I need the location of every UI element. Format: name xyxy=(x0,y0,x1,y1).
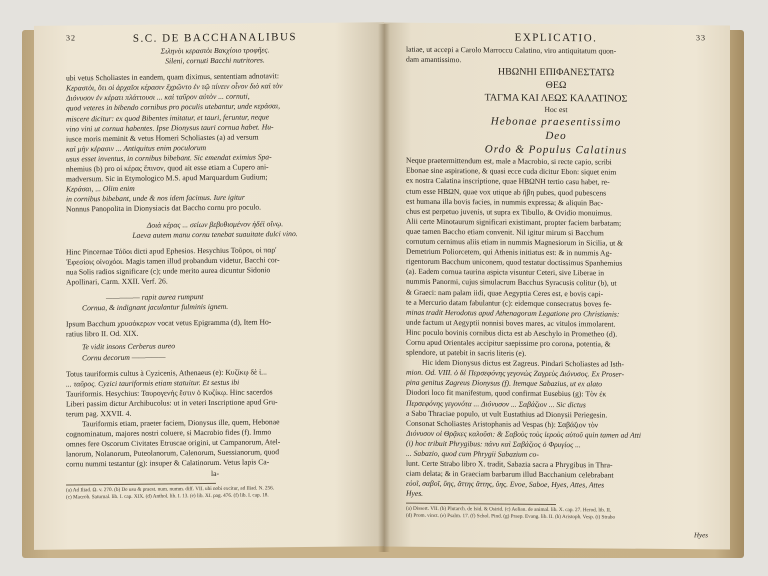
text-line: καὶ μὴν κέρασιν ... Antiquitus enim poculorum xyxy=(66,142,207,154)
text-line: est humana illa bovis facies, in nummis expressa; & aliquin Bac- xyxy=(406,196,604,208)
footnote-line: (d) Prom. vinct. (e) Psalm. 17. (f) Schol. Pind. (g) Praep. Evang. lib. II. (h) Aristoph. Vesp. (i) Strabo xyxy=(406,513,616,521)
text-line: Κεράσαι, ... Olim enim xyxy=(66,183,135,194)
left-running-title: S.C. DE BACCHANALIBUS xyxy=(132,31,298,45)
text-line: pina genitus Zagreus Dionysus (f). Itemque Sabazius, ut ex alato xyxy=(406,378,603,389)
text-line: Te vidit insons Cerberus aureo xyxy=(82,341,176,352)
footnote-line: (a) Ad Iliad. Ω. v. 270. (b) De usu & praest. num. numm. diff. VII. ubi nobi excitur, ad Iliad. N. 256. xyxy=(66,484,274,494)
right-page-number: 33 xyxy=(696,33,706,43)
text-line: a Sabo Thraciae populo, ut vult Eustathius ad Dionysii Periegesin. xyxy=(406,408,608,420)
text-line: latiae, ut accepi a Carolo Marroccu Calatino, viro antiquitatum quon- xyxy=(406,44,617,56)
text-line: Hebonae praesentissimo xyxy=(490,115,622,129)
text-line: Tauriformis etiam, praeter faciem, Dionysus ille, quem, Hebonae xyxy=(82,417,280,429)
text-line: usus esset inventus, in cornibus bibebant. Sic emendat eximius Spa- xyxy=(66,152,272,164)
text-line: Ordo & Populus Calatinus xyxy=(484,143,628,157)
text-line: & Graeci: nam palam iidi, quae Aegyptia Ceres est, e bovis capi- xyxy=(406,287,604,298)
text-line: lunt. Certe Strabo libro X. tradit, Sabazia sacra a Phrygibus in Thra- xyxy=(406,458,613,470)
right-footnote-rule xyxy=(406,503,556,505)
text-line: dam amantissimo. xyxy=(406,54,462,65)
text-line: in cornibus bibebant, unde & nos idem facimus. Iure igitur xyxy=(66,192,245,204)
text-line: Περσεφόνης γεγονότα ... Διόνυσον ... Σαβάζιον ... Sic dictus xyxy=(406,398,586,409)
text-line: quod veteres in bibendo cornibus pro poculis utebantur, unde κεράσαι, xyxy=(66,101,280,113)
left-page xyxy=(34,22,384,550)
text-line: Nonnus Panopolita in Dionysiacis dat Baccho cornu pro poculo. xyxy=(66,202,262,214)
text-line: cognominatum, majores nostri coluere, si Macrobio fides (f). Immo xyxy=(66,427,272,439)
text-line: rigentorum Bacchum uniconem, quod testatur doctissimus Spanhemius xyxy=(406,256,623,268)
text-line: cornutum cernimus aliis etiam in nummis Magnesiorum in Sicilia, ut & xyxy=(406,236,624,248)
text-line: omnes fere Oscorum Civitates Etruscae origini, ut Campanorum, Atel- xyxy=(66,437,281,449)
text-line: Tauriformis. Hesychius: Ταυρογενής ἔστιν ὁ Κυζίκῳ. Hinc sacerdos xyxy=(66,387,273,399)
text-line: ΘΕΩ xyxy=(545,80,567,92)
text-line: Hyes. xyxy=(406,489,424,499)
text-line: Sileni, cornuti Bacchi nutritores. xyxy=(165,55,265,66)
text-line: Neque praetermittendum est, male a Macrobio, si recte capio, scribi xyxy=(406,155,612,167)
text-line: ex nostra Calatina inscriptione, quae ΗΒΩΝΗ tertio casu habet, re- xyxy=(406,176,610,187)
left-footnotes xyxy=(66,484,364,501)
text-line: Diodori loco fit manifestum, quod confirmat Eusebius (g): Τὸν ἐκ xyxy=(406,388,607,399)
text-line: Demetrium Poliorcetem, qui Athenis initiatus est: & in nummis Ag- xyxy=(406,246,612,258)
text-line: splendore, ut patebit in sacris literis (e). xyxy=(406,347,527,358)
text-line: ubi vetus Scholiastes in eandem, quam diximus, sententiam adnotavit: xyxy=(66,71,280,83)
book-gutter xyxy=(378,24,390,552)
left-footnote-rule xyxy=(66,483,216,486)
text-line: minas tradit Herodotus apud Athenagoram Legatione pro Christianis: xyxy=(406,307,620,319)
right-running-title: EXPLICATIO. xyxy=(514,31,598,45)
text-line: (a). Eadem cornua taurina aspicta visuntur Ceteri, sive Liberae in xyxy=(406,266,604,278)
text-line: nhemius (b) pro οἱ κέρας ἔπινον, quod ait esse etiam a Cupero ani- xyxy=(66,162,269,174)
catchword: Hyes xyxy=(694,531,708,540)
text-line: ... Sabazio, quod cum Phrygii Sabazium co- xyxy=(406,448,539,459)
text-line: quae tamen Baccho etiam convenit. Nil igitur mirum si Bacchum xyxy=(406,226,604,238)
text-line: nummis Panormi, cujus simulacrum Bacchus Syracusis colitur (b), ut xyxy=(406,277,617,288)
text-line: terum pag. XXVII. 4. xyxy=(66,408,132,419)
text-line: ... ταῦρος. Cyzici tauriformis etiam statuitur. Et sestus ibi xyxy=(66,377,240,389)
text-line: εὐοῖ, σαβοῖ, ὕης, ἄττης ἄττης, ὕης. Evoe, Saboe, Hyes, Attes, Attes xyxy=(406,478,605,490)
footnote-line: (a) Dissert. VII. (b) Plutarch. de Isid. & Osirid. (c) Aelian. de animal. lib. X. cap. 27. Herod. lib. II. xyxy=(406,506,612,514)
text-line: nua Solis radios significare (c); unde merito aurea dicuntur Sidonio xyxy=(66,265,271,277)
text-line: madversum. Sic in Etymologico M.S. apud Marquardum Gudium; xyxy=(66,172,268,184)
text-line: Alii certe Minotaurum significari existimant, propter faciem barbatam; xyxy=(406,216,622,228)
text-line: Cornua, & indignant jaculantur fulminis ignem. xyxy=(82,301,229,313)
text-line: Cornu apud Orientales accipitur saepissime pro corona, potentia, & xyxy=(406,337,611,349)
text-line: la- xyxy=(210,468,219,478)
text-line: Σιληνὸι κεραστὸι Βακχίοιο τροφῆες. xyxy=(160,45,270,56)
text-line: ratius libro II. Od. XIX. xyxy=(66,329,139,339)
right-running-head xyxy=(406,31,706,48)
text-line: Hinc poculo bovinis cornibus dicta est ab Aeschylo in Prometheo (d). xyxy=(406,327,618,339)
text-line: Hic idem Dionysus dictus est Zagreus. Pindari Scholiastes ad Isth- xyxy=(422,357,625,369)
text-line: Ἐφεσίοις οἰνοχόοι. Magis tamen illud probandum videtur, Bacchi cor- xyxy=(66,255,280,267)
text-line: Cornu decorum ————— xyxy=(82,351,166,362)
text-line: ciam delata; & in Graeciam barbarum illud Bacchanium celebrabant xyxy=(406,468,614,480)
footnote-line: (c) Macrob. Saturnal. lib. I. cap. XIX. (d) Anthol. lib. I. 13. (e) lib. XI. pag. 476. (f) lib. I. cap. 18. xyxy=(66,492,269,501)
text-line: Consonat Scholiastes Aristophanis ad Vespas (h): Σαβάζιον τὸν xyxy=(406,418,599,430)
text-line: Διόνυσον οἱ Θρᾷκες καλοῦσι: & Σαβοὺς τοὺς ἱεροὺς αὐτοῦ quin tamen ad Atti xyxy=(406,428,641,440)
text-line: Διόνυσον ἐν κέρατι πλάττουσι ... καὶ ταῦρον αὐτὸν ... cornuti, xyxy=(66,91,250,103)
text-line: Hinc Pincernae Τόῦοι dicti apud Ephesios. Hesychius Τοῦροι, οἱ παρ' xyxy=(66,244,277,257)
text-line: vino vini ut cornua habentes. Ipse Dionysus tauri cornua habet. Hu- xyxy=(66,121,274,134)
text-line: ————— rapit aurea rumpunt xyxy=(106,292,204,303)
text-line: miscere dicitur: ex quod Bibentes imitatur, et tauri, feruntur, neque xyxy=(66,111,270,124)
text-line: Hoc est xyxy=(544,105,568,115)
text-line: cornu nummi testantur (g): insuper & Calatinorum. Vetus lapis Ca- xyxy=(66,457,270,469)
text-line: (i) hoc tribuit Phrygibus: πάνυ καὶ Σαβάζιος ὁ Φρυγίος ... xyxy=(406,438,581,450)
right-page-body xyxy=(406,45,706,502)
text-line: Laeva autem manu cornu tenebat suauitate dulci vino. xyxy=(132,228,298,240)
right-page xyxy=(384,22,730,549)
text-line: Κεραστὸι, ὅτι οἱ ἀρχαῖοι κέρασιν ἔχρῶντο ἐν τῷ πίνειν οἶνον διὸ καὶ τὸν xyxy=(66,81,283,93)
text-line: Liberi passim dictur Archibucolus: ut in veteri Inscriptione apud Gru- xyxy=(66,397,278,409)
text-line: Apollinari, Carm. XXII. Verf. 26. xyxy=(66,276,168,287)
text-line: iusce moris meminit & vetus Homeri Scholiastes (a) ad versum xyxy=(66,132,259,144)
left-page-number: 32 xyxy=(66,33,76,43)
text-line: ΤΑΓΜΑ ΚΑΙ ΛΕΩΣ ΚΑΛΑΤΙΝΟΣ xyxy=(484,92,628,105)
text-line: Ipsum Bacchum χρυσόκερων vocat vetus Epigramma (d), Item Ho- xyxy=(66,317,272,329)
text-line: te a Mercurio datam fabulantur (c): eidemque consecratus boves fe- xyxy=(406,297,612,309)
left-page-body xyxy=(66,44,364,480)
right-footnotes xyxy=(406,506,706,523)
text-line: chus est perpetuo juvenis, ut supra ex Tibullo, & Ovidio monuimus. xyxy=(406,206,613,218)
text-line: Totus tauriformis cultus à Cyzicenis, Athenaeus (e): Κυζίκῳ δὲ ἱ... xyxy=(66,367,267,379)
text-line: Δοιὰ κέρας ... σείων βεβυθισμένον ἡδέϊ οἴνῳ. xyxy=(146,218,284,230)
text-line: unde factum ut Aegyptii nonnisi boves mares, ac vitulos immolarent. xyxy=(406,317,616,329)
text-line: Deo xyxy=(545,130,567,143)
text-line: lanorum, Nolanorum, Puteolanorum, Calenorum, Suessianorum, quod xyxy=(66,447,280,459)
text-line: ΗΒΩΝΗΙ ΕΠΙΦΑΝΕΣΤΑΤΩ xyxy=(497,66,615,79)
text-line: mion. Od. VIII. ὁ δὲ Περσεφόνης γεγονὼς Ζαγρεὺς Διόνυσος. Ex Proser- xyxy=(406,367,625,379)
text-line: Ebonae sine aspiratione, & quasi ecce cuda dicitur Ebon: siquet enim xyxy=(406,166,617,177)
text-line: ctum esse ΗΒΩΝ, quae vox utique ab ἥβη pubes, quod pubescens xyxy=(406,186,607,197)
